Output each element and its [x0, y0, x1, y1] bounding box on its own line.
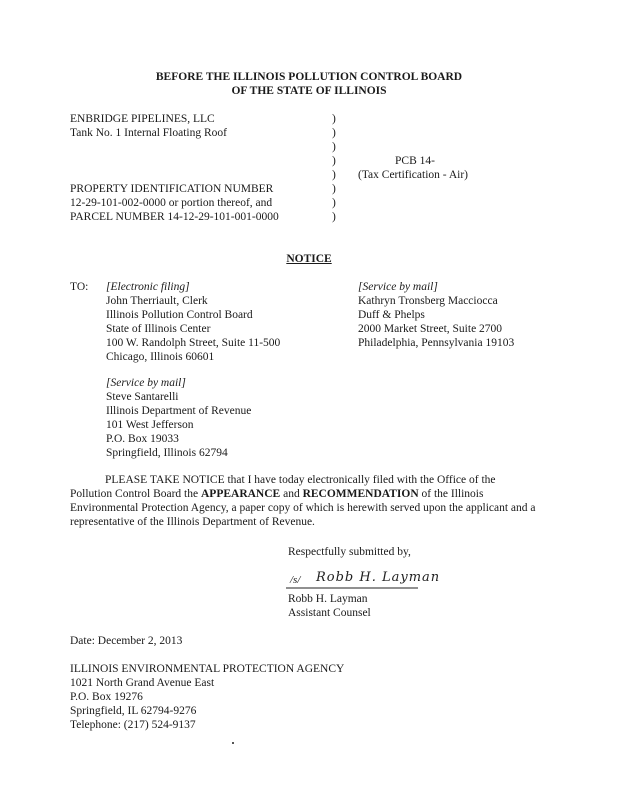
parcel-number: PARCEL NUMBER 14-12-29-101-001-0000: [70, 211, 279, 223]
service-method: [Electronic filing]: [106, 281, 190, 293]
recipient-line: Springfield, Illinois 62794: [106, 447, 228, 459]
signer-title: Assistant Counsel: [288, 607, 371, 619]
date-line: Date: December 2, 2013: [70, 635, 183, 647]
body-text: PLEASE TAKE NOTICE that I have today electronically filed with the Office of the Pollution Control Board the: [70, 474, 496, 500]
board-title: BEFORE THE ILLINOIS POLLUTION CONTROL BOARD: [155, 71, 463, 83]
recipient-line: 2000 Market Street, Suite 2700: [358, 323, 503, 335]
notice-heading: NOTICE: [286, 253, 332, 265]
recipient-line: John Therriault, Clerk: [106, 295, 208, 307]
recipient-line: 100 W. Randolph Street, Suite 11-500: [106, 337, 281, 349]
recipient-revenue: [106, 376, 251, 460]
caption-paren: ): [332, 127, 336, 139]
case-type: (Tax Certification - Air): [358, 169, 469, 181]
recipient-duff-phelps: [358, 280, 514, 350]
caption-paren: ): [332, 183, 336, 195]
recipient-line: Illinois Pollution Control Board: [106, 309, 253, 321]
recipient-line: 101 West Jefferson: [106, 419, 194, 431]
recipient-line: Steve Santarelli: [106, 391, 179, 403]
recipient-line: Chicago, Illinois 60601: [106, 351, 215, 363]
property-id-number: 12-29-101-002-0000 or portion thereof, and: [70, 197, 273, 209]
closing-line: Respectfully submitted by,: [288, 546, 411, 558]
caption-paren: ): [332, 141, 336, 153]
handwritten-signature: Robb H. Layman: [316, 570, 441, 585]
case-number: PCB 14-: [395, 155, 435, 167]
agency-block: [70, 662, 344, 732]
signer-name: Robb H. Layman: [288, 593, 368, 605]
state-title: OF THE STATE OF ILLINOIS: [231, 85, 387, 97]
property-id-label: PROPERTY IDENTIFICATION NUMBER: [70, 183, 274, 195]
service-method: [Service by mail]: [106, 377, 186, 389]
agency-telephone: Telephone: (217) 524-9137: [70, 719, 196, 731]
recipient-line: Illinois Department of Revenue: [106, 405, 252, 417]
service-method: [Service by mail]: [358, 281, 438, 293]
to-label: TO:: [70, 281, 89, 293]
caption-paren: ): [332, 169, 336, 181]
agency-name: ILLINOIS ENVIRONMENTAL PROTECTION AGENCY: [70, 663, 345, 675]
caption-paren: ): [332, 155, 336, 167]
scan-speck: [232, 742, 234, 744]
caption-paren: ): [332, 197, 336, 209]
recipient-line: Kathryn Tronsberg Macciocca: [358, 295, 498, 307]
notice-paragraph: [70, 473, 538, 529]
recipient-line: State of Illinois Center: [106, 323, 211, 335]
appearance-term: APPEARANCE: [200, 488, 281, 500]
recipient-line: Duff & Phelps: [358, 309, 425, 321]
agency-po-box: P.O. Box 19276: [70, 691, 143, 703]
caption-paren: ): [332, 113, 336, 125]
signature-underline: [282, 566, 422, 592]
agency-address: 1021 North Grand Avenue East: [70, 677, 215, 689]
signature-prefix: /s/: [290, 574, 301, 586]
agency-city: Springfield, IL 62794-9276: [70, 705, 197, 717]
recommendation-term: RECOMMENDATION: [302, 488, 419, 500]
body-text: and: [280, 488, 303, 500]
recipient-line: P.O. Box 19033: [106, 433, 179, 445]
petitioner-name: ENBRIDGE PIPELINES, LLC: [70, 113, 215, 125]
recipient-line: Philadelphia, Pennsylvania 19103: [358, 337, 515, 349]
petitioner-subject: Tank No. 1 Internal Floating Roof: [70, 127, 227, 139]
body-text: of the Illinois Environmental Protection Agency, a paper copy of which is herewith served upon the applicant and a representative of the Illinois Department of Revenue.: [70, 488, 536, 528]
recipient-clerk: [106, 280, 280, 364]
caption-paren: ): [332, 211, 336, 223]
